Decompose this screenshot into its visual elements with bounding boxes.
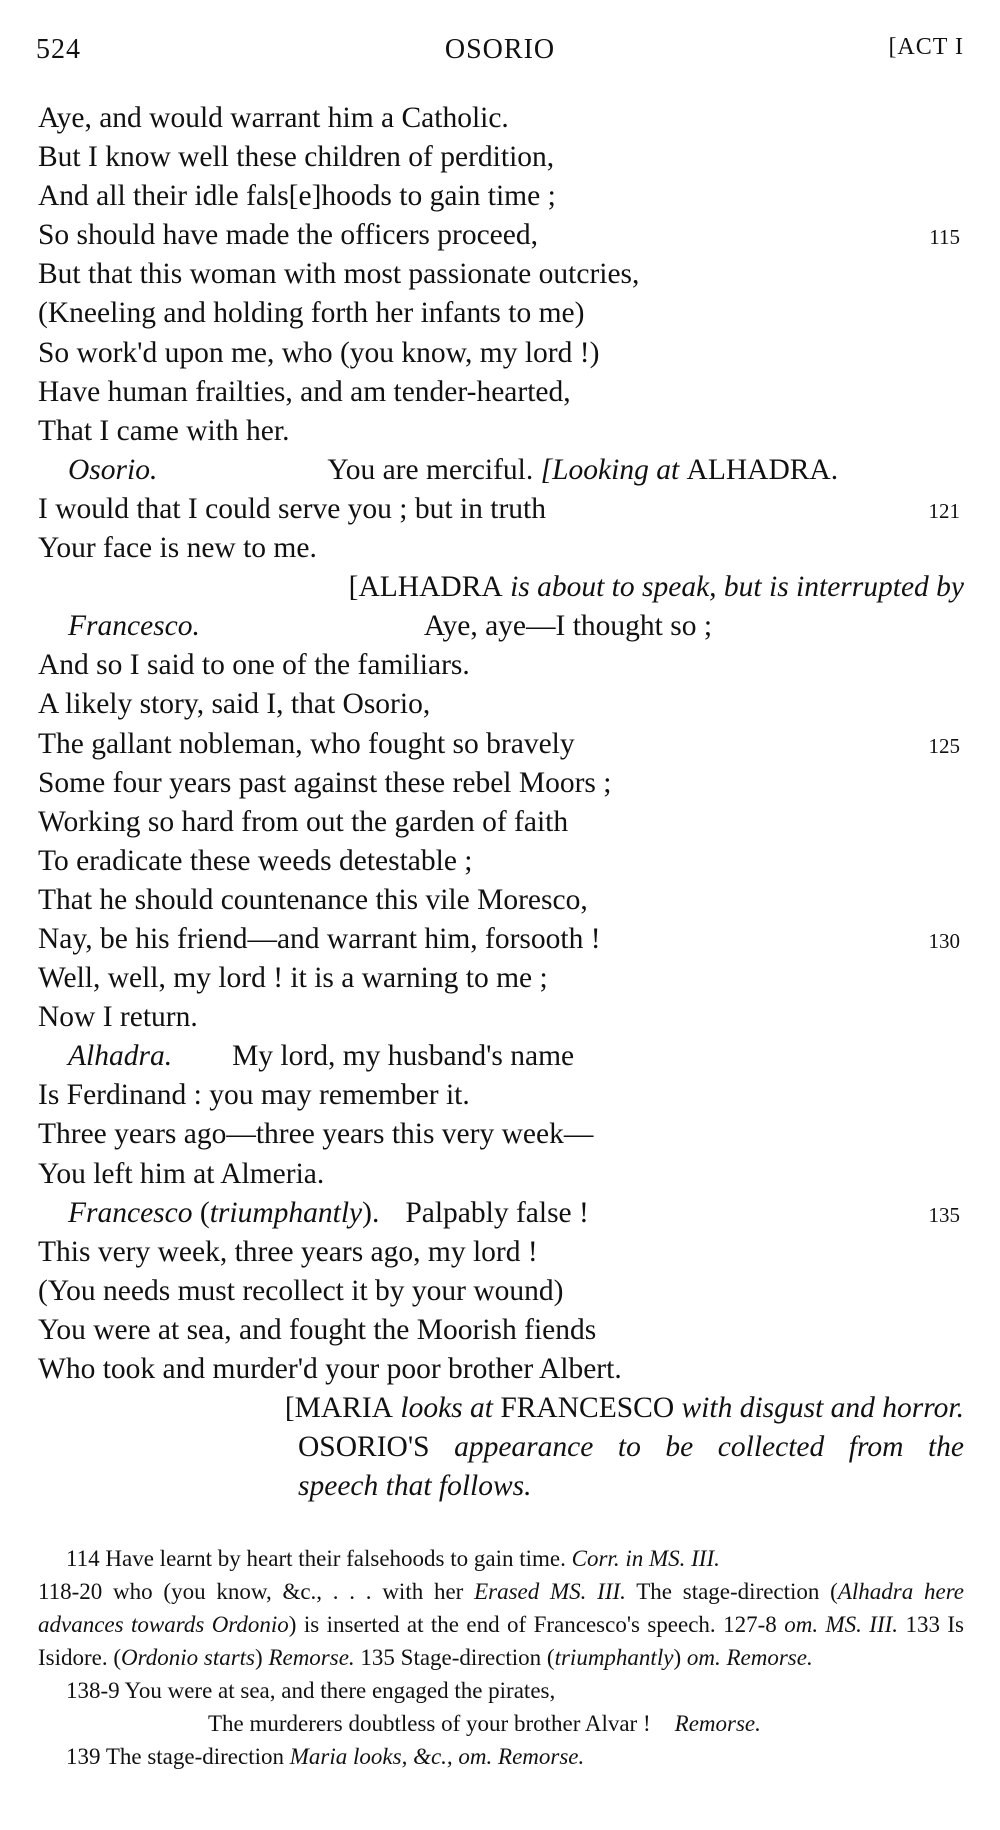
footnote-source: om. MS. III. (784, 1612, 899, 1637)
stage-direction-text: is about to speak, but is interrupted by (510, 571, 964, 604)
verse-line (38, 920, 964, 959)
character-name: OSORIO'S (298, 1431, 430, 1464)
verse-line: Some four years past against these rebel Moors ; (38, 766, 612, 799)
footnote (38, 1542, 964, 1575)
speaker-name: Alhadra. (68, 1040, 173, 1073)
speaker-name: Francesco (68, 1196, 193, 1229)
verse-line (38, 725, 964, 764)
verse-line: You left him at Almeria. (38, 1157, 325, 1190)
verse-line-text: My lord, my husband's name (232, 1040, 575, 1073)
character-name: [MARIA (284, 1392, 393, 1425)
stage-direction: speech that follows. (298, 1470, 532, 1503)
footnote-text: ) is inserted at the end of Francesco's speech. (288, 1612, 716, 1637)
stage-direction: triumphantly (209, 1196, 363, 1229)
verse-line: You were at sea, and fought the Moorish fiends (38, 1313, 597, 1346)
speaker-name: Osorio. (68, 453, 158, 486)
verse-line: So work'd upon me, who (you know, my lord !) (38, 336, 600, 369)
verse-line-text: Aye, aye—I thought so ; (423, 610, 713, 643)
verse-line: (You needs must recollect it by your wound) (38, 1274, 564, 1307)
act-label-text: [ACT I (888, 34, 964, 60)
speaker-name: Francesco. (68, 610, 200, 643)
verse-line: But that this woman with most passionate outcries, (38, 258, 640, 291)
verse-line: To eradicate these weeds detestable ; (38, 844, 473, 877)
verse-line: Working so hard from out the garden of faith (38, 805, 569, 838)
footnote-source: Remorse. (268, 1645, 355, 1670)
stage-direction (38, 568, 964, 607)
line-number: 125 (928, 733, 960, 758)
stage-direction-text: appearance to be collected from the (454, 1431, 965, 1464)
verse-line (38, 216, 964, 255)
character-name: ALHADRA. (686, 453, 839, 486)
line-number: 121 (928, 498, 960, 523)
footnote-source: Ordonio starts (121, 1645, 256, 1670)
verse-line: That I came with her. (38, 414, 290, 447)
verse-line-text: Nay, be his friend—and warrant him, forsooth ! (38, 922, 601, 955)
footnote-text: 118-20 who (you know, &c., . . . with her (38, 1579, 464, 1604)
verse-line: A likely story, said I, that Osorio, (38, 688, 431, 721)
stage-direction-block (38, 1389, 964, 1506)
character-name: [ALHADRA (348, 571, 503, 604)
verse-line: This very week, three years ago, my lord ! (38, 1235, 538, 1268)
verse-line-text: You are merciful. (327, 453, 534, 486)
footnote-text: ) (255, 1645, 263, 1670)
verse-line: Have human frailties, and am tender-hearted, (38, 375, 571, 408)
footnote-text: 135 Stage-direction ( (360, 1645, 555, 1670)
footnote-text: 127-8 (723, 1612, 777, 1637)
line-number: 130 (928, 928, 960, 953)
verse-line: Is Ferdinand : you may remember it. (38, 1079, 470, 1112)
speech-line (38, 607, 964, 646)
stage-direction (238, 1389, 964, 1428)
paren: ). (362, 1196, 380, 1229)
speech-line (38, 1037, 964, 1076)
verse-line: Your face is new to me. (38, 532, 317, 565)
footnote (38, 1575, 964, 1674)
footnote-text: 133 Is Isidore. ( (38, 1612, 964, 1670)
footnote-text: 114 Have learnt by heart their falsehoods to gain time. (66, 1546, 566, 1571)
verse-line-text: So should have made the officers proceed, (38, 219, 538, 252)
character-name: FRANCESCO (500, 1392, 675, 1425)
stage-direction-text: with disgust and horror. (681, 1392, 964, 1425)
paren: ( (199, 1196, 210, 1229)
page-number: 524 (36, 34, 81, 65)
footnotes (38, 1542, 964, 1773)
verse-line-text: Palpably false ! (405, 1196, 589, 1229)
line-number: 135 (928, 1202, 960, 1227)
verse-line: That he should countenance this vile Moresco, (38, 883, 588, 916)
running-title: OSORIO (444, 34, 556, 65)
verse-text (38, 99, 964, 1506)
stage-direction (298, 1428, 964, 1467)
verse-line: Well, well, my lord ! it is a warning to me ; (38, 962, 548, 995)
line-number: 115 (929, 225, 960, 250)
verse-line: (Kneeling and holding forth her infants to me) (38, 297, 585, 330)
verse-line: And all their idle fals[e]hoods to gain time ; (38, 180, 556, 213)
footnote-source: Corr. in MS. III. (571, 1546, 720, 1571)
stage-direction-text: looks at (400, 1392, 493, 1425)
verse-line: Now I return. (38, 1001, 198, 1034)
verse-line-text: The gallant nobleman, who fought so bravely (38, 727, 575, 760)
footnote-source: om. Remorse. (686, 1645, 813, 1670)
speech-line (38, 451, 964, 490)
footnote-source: Alhadra here advances towards Ordonio (38, 1579, 965, 1637)
footnote-text: ) (673, 1645, 682, 1670)
footnote-source: Erased MS. III. (474, 1579, 626, 1604)
verse-line: And so I said to one of the familiars. (38, 649, 470, 682)
footnote: 138-9 You were at sea, and there engaged the pirates, (66, 1678, 556, 1703)
speech-line (38, 1194, 964, 1233)
footnote-source: Remorse. (674, 1711, 761, 1736)
act-label (888, 34, 964, 61)
verse-line: But I know well these children of perdition, (38, 141, 555, 174)
footnote-text: The murderers doubtless of your brother Alvar ! (208, 1711, 651, 1736)
verse-line-text: I would that I could serve you ; but in truth (38, 492, 546, 525)
verse-line (38, 490, 964, 529)
footnote-source: triumphantly (554, 1645, 674, 1670)
footnote-source: Maria looks, &c., om. Remorse. (289, 1744, 585, 1769)
footnote (38, 1740, 964, 1773)
verse-line: Three years ago—three years this very week— (38, 1118, 594, 1151)
footnote (38, 1707, 964, 1740)
footnote-text: 139 The stage-direction (66, 1744, 285, 1769)
verse-line: Who took and murder'd your poor brother Albert. (38, 1353, 622, 1385)
stage-direction: [Looking at (540, 453, 680, 486)
footnote-text: The stage-direction ( (636, 1579, 838, 1604)
verse-line: Aye, and would warrant him a Catholic. (38, 102, 509, 134)
